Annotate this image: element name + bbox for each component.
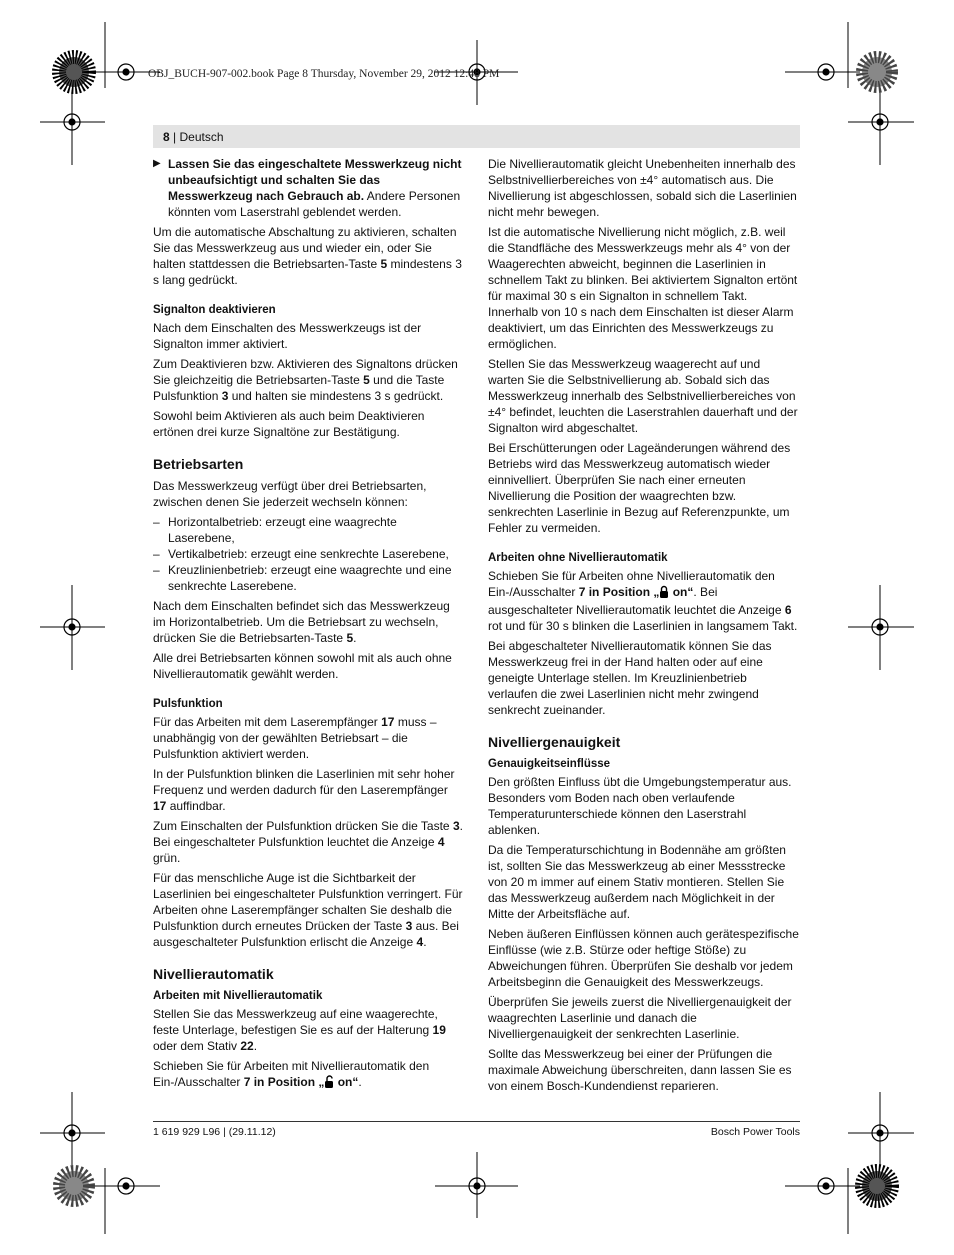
paragraph: Alle drei Betriebsarten können sowohl mit als auch ohne Nivellierautomatik gewählt werden. (153, 651, 452, 681)
paragraph: In der Pulsfunktion blinken die Laserlinien mit sehr hoher Frequenz und werden dadurch für den Laserempfänger 17 auffindbar. (153, 767, 455, 813)
footer-brand: Bosch Power Tools (710, 1126, 800, 1138)
paragraph: Nach dem Einschalten befindet sich das Messwerkzeug im Horizontalbetrieb. Um die Betriebsart zu wechseln, drücken Sie die Betriebsarten-Taste 5. (153, 599, 450, 645)
heading-nivellierautomatik: Nivellierautomatik (153, 966, 274, 982)
paragraph: Ist die automatische Nivellierung nicht möglich, z.B. weil die Standfläche des Messwerkzeugs mehr als 4° von der Waagerechten abweicht, beginnen die Laserlinien in schnellem Takt zu blinken. Bei aktiviertem Signalton ertönt für maximal 30 s ein Signalton in schnellem Takt. Innerhalb von 10 s nach dem Einschalten ist dieser Alarm deaktiviert, um das Einrichten des Messwerkzeugs zu ermöglichen. (488, 225, 798, 351)
subheading-ohne-nivellierautomatik: Arbeiten ohne Nivellierautomatik (488, 552, 668, 564)
paragraph: Die Nivellierautomatik gleicht Unebenheiten innerhalb des Selbstnivellierbereiches von ±4° automatisch aus. Die Nivellierung ist abgeschlossen, sobald sich die Laserlinien nicht mehr bewegen. (488, 157, 797, 219)
list-item: – Kreuzlinienbetrieb: erzeugt eine waagrechte und eine senkrechte Laserebene. (153, 562, 464, 594)
paragraph: Für das Arbeiten mit dem Laserempfänger 17 muss – unabhängig von der gewählten Betriebsart – die Pulsfunktion aktiviert werden. (153, 715, 437, 761)
subheading-pulsfunktion: Pulsfunktion (153, 698, 223, 710)
heading-betriebsarten: Betriebsarten (153, 456, 244, 472)
paragraph: Den größten Einfluss übt die Umgebungstemperatur aus. Besonders vom Boden nach oben verlaufende Temperaturunterschiede können den Laserstrahl ablenken. (488, 775, 792, 837)
subheading-mit-nivellierautomatik: Arbeiten mit Nivellierautomatik (153, 990, 323, 1002)
triangle-right-icon: ▶ (153, 158, 161, 169)
list-item: – Vertikalbetrieb: erzeugt eine senkrechte Laserebene, (153, 546, 464, 562)
padlock-closed-icon (659, 585, 669, 602)
footer-document-code: 1 619 929 L96 | (29.11.12) (153, 1126, 276, 1138)
left-column (153, 156, 464, 1096)
subheading-signalton: Signalton deaktivieren (153, 304, 276, 316)
paragraph: Um die automatische Abschaltung zu aktivieren, schalten Sie das Messwerkzeug aus und wieder ein, oder Sie halten stattdessen die Betriebsarten-Taste 5 mindestens 3 s lang gedrückt. (153, 225, 462, 287)
paragraph: Sowohl beim Aktivieren als auch beim Deaktivieren ertönen drei kurze Signaltöne zur Bestätigung. (153, 409, 425, 439)
heading-nivelliergenauigkeit: Nivelliergenauigkeit (488, 734, 621, 750)
print-slug: OBJ_BUCH-907-002.book Page 8 Thursday, November 29, 2012 12:48 PM (148, 68, 500, 80)
paragraph: Da die Temperaturschichtung in Bodennähe am größten ist, sollten Sie das Messwerkzeug ab einer Messstrecke von 20 m immer auf einem Stativ montieren. Stellen Sie das Messwerkzeug außerdem nach Möglichkeit in der Mitte der Arbeitsfläche auf. (488, 843, 786, 921)
list-item: – Horizontalbetrieb: erzeugt eine waagrechte Laserebene, (153, 514, 464, 546)
paragraph: Schieben Sie für Arbeiten mit Nivellierautomatik den Ein-/Ausschalter 7 in Position „ on“. (153, 1058, 464, 1092)
paragraph: Nach dem Einschalten des Messwerkzeugs ist der Signalton immer aktiviert. (153, 321, 422, 351)
right-column (488, 156, 799, 1098)
paragraph: Stellen Sie das Messwerkzeug waagerecht auf und warten Sie die Selbstnivellierung ab. Sobald sich das Messwerkzeug innerhalb des Selbstnivellierbereiches von ±4° befindet, leuchten die Laserstrahlen dauerhaft und der Signalton wird abgeschaltet. (488, 357, 798, 435)
paragraph: Zum Einschalten der Pulsfunktion drücken Sie die Taste 3. Bei eingeschalteter Pulsfunktion leuchtet die Anzeige 4 grün. (153, 819, 463, 865)
header-section: Deutsch (179, 130, 224, 144)
paragraph: Zum Deaktivieren bzw. Aktivieren des Signaltons drücken Sie gleichzeitig die Betriebsarten-Taste 5 und die Taste Pulsfunktion 3 und halten sie mindestens 3 s gedrückt. (153, 357, 458, 403)
paragraph: Das Messwerkzeug verfügt über drei Betriebsarten, zwischen denen Sie jederzeit wechseln können: (153, 479, 427, 509)
running-header (153, 125, 800, 148)
page-number: 8 (163, 130, 170, 144)
footer-rule (153, 1121, 800, 1122)
padlock-open-icon (324, 1075, 334, 1092)
header-separator: | (173, 130, 177, 144)
paragraph: Überprüfen Sie jeweils zuerst die Nivelliergenauigkeit der waagrechten Laserlinie und danach die Nivelliergenauigkeit der senkrechten Laserlinie. (488, 995, 792, 1041)
subheading-genauigkeitseinfluesse: Genauigkeitseinflüsse (488, 758, 611, 770)
paragraph: Sollte das Messwerkzeug bei einer der Prüfungen die maximale Abweichung überschreiten, dann lassen Sie es von einem Bosch-Kundendienst reparieren. (488, 1047, 792, 1093)
safety-warning: ▶ Lassen Sie das eingeschaltete Messwerkzeug nicht unbeaufsichtigt und schalten Sie das Messwerkzeug nach Gebrauch ab. Andere Personen könnten vom Laserstrahl geblendet werden. (153, 157, 462, 219)
paragraph: Bei abgeschalteter Nivellierautomatik können Sie das Messwerkzeug frei in der Hand halten oder auf eine geneigte Unterlage stellen. Im Kreuzlinienbetrieb verlaufen die zwei Laserlinien nicht mehr zwingend senkrecht zueinander. (488, 639, 772, 717)
paragraph: Neben äußeren Einflüssen können auch gerätespezifische Einflüsse (wie z.B. Stürze oder heftige Stöße) zu Abweichungen führen. Überprüfen Sie deshalb vor jedem Arbeitsbeginn die Genauigkeit des Messwerkzeugs. (488, 927, 799, 989)
paragraph: Schieben Sie für Arbeiten ohne Nivellierautomatik den Ein-/Ausschalter 7 in Position „ on“. Bei ausgeschalteter Nivellierautomatik leuchtet die Anzeige 6 rot und für 30 s blinken die Laserlinien in langsamem Takt. (488, 569, 798, 633)
mode-list (153, 514, 464, 594)
paragraph: Stellen Sie das Messwerkzeug auf eine waagerechte, feste Unterlage, befestigen Sie es auf der Halterung 19 oder dem Stativ 22. (153, 1007, 446, 1053)
paragraph: Für das menschliche Auge ist die Sichtbarkeit der Laserlinien bei eingeschalteter Pulsfunktion verringert. Für Arbeiten ohne Laserempfänger schalten Sie deshalb die Pulsfunktion durch erneutes Drücken der Taste 3 aus. Bei ausgeschalteter Pulsfunktion erlischt die Anzeige 4. (153, 871, 463, 949)
paragraph: Bei Erschütterungen oder Lageänderungen während des Betriebs wird das Messwerkzeug automatisch wieder einnivelliert. Überprüfen Sie nach einer erneuten Nivellierung die Position der waagrechten bzw. senkrechten Laserlinie in Bezug auf Referenzpunkte, um Fehler zu vermeiden. (488, 441, 791, 535)
